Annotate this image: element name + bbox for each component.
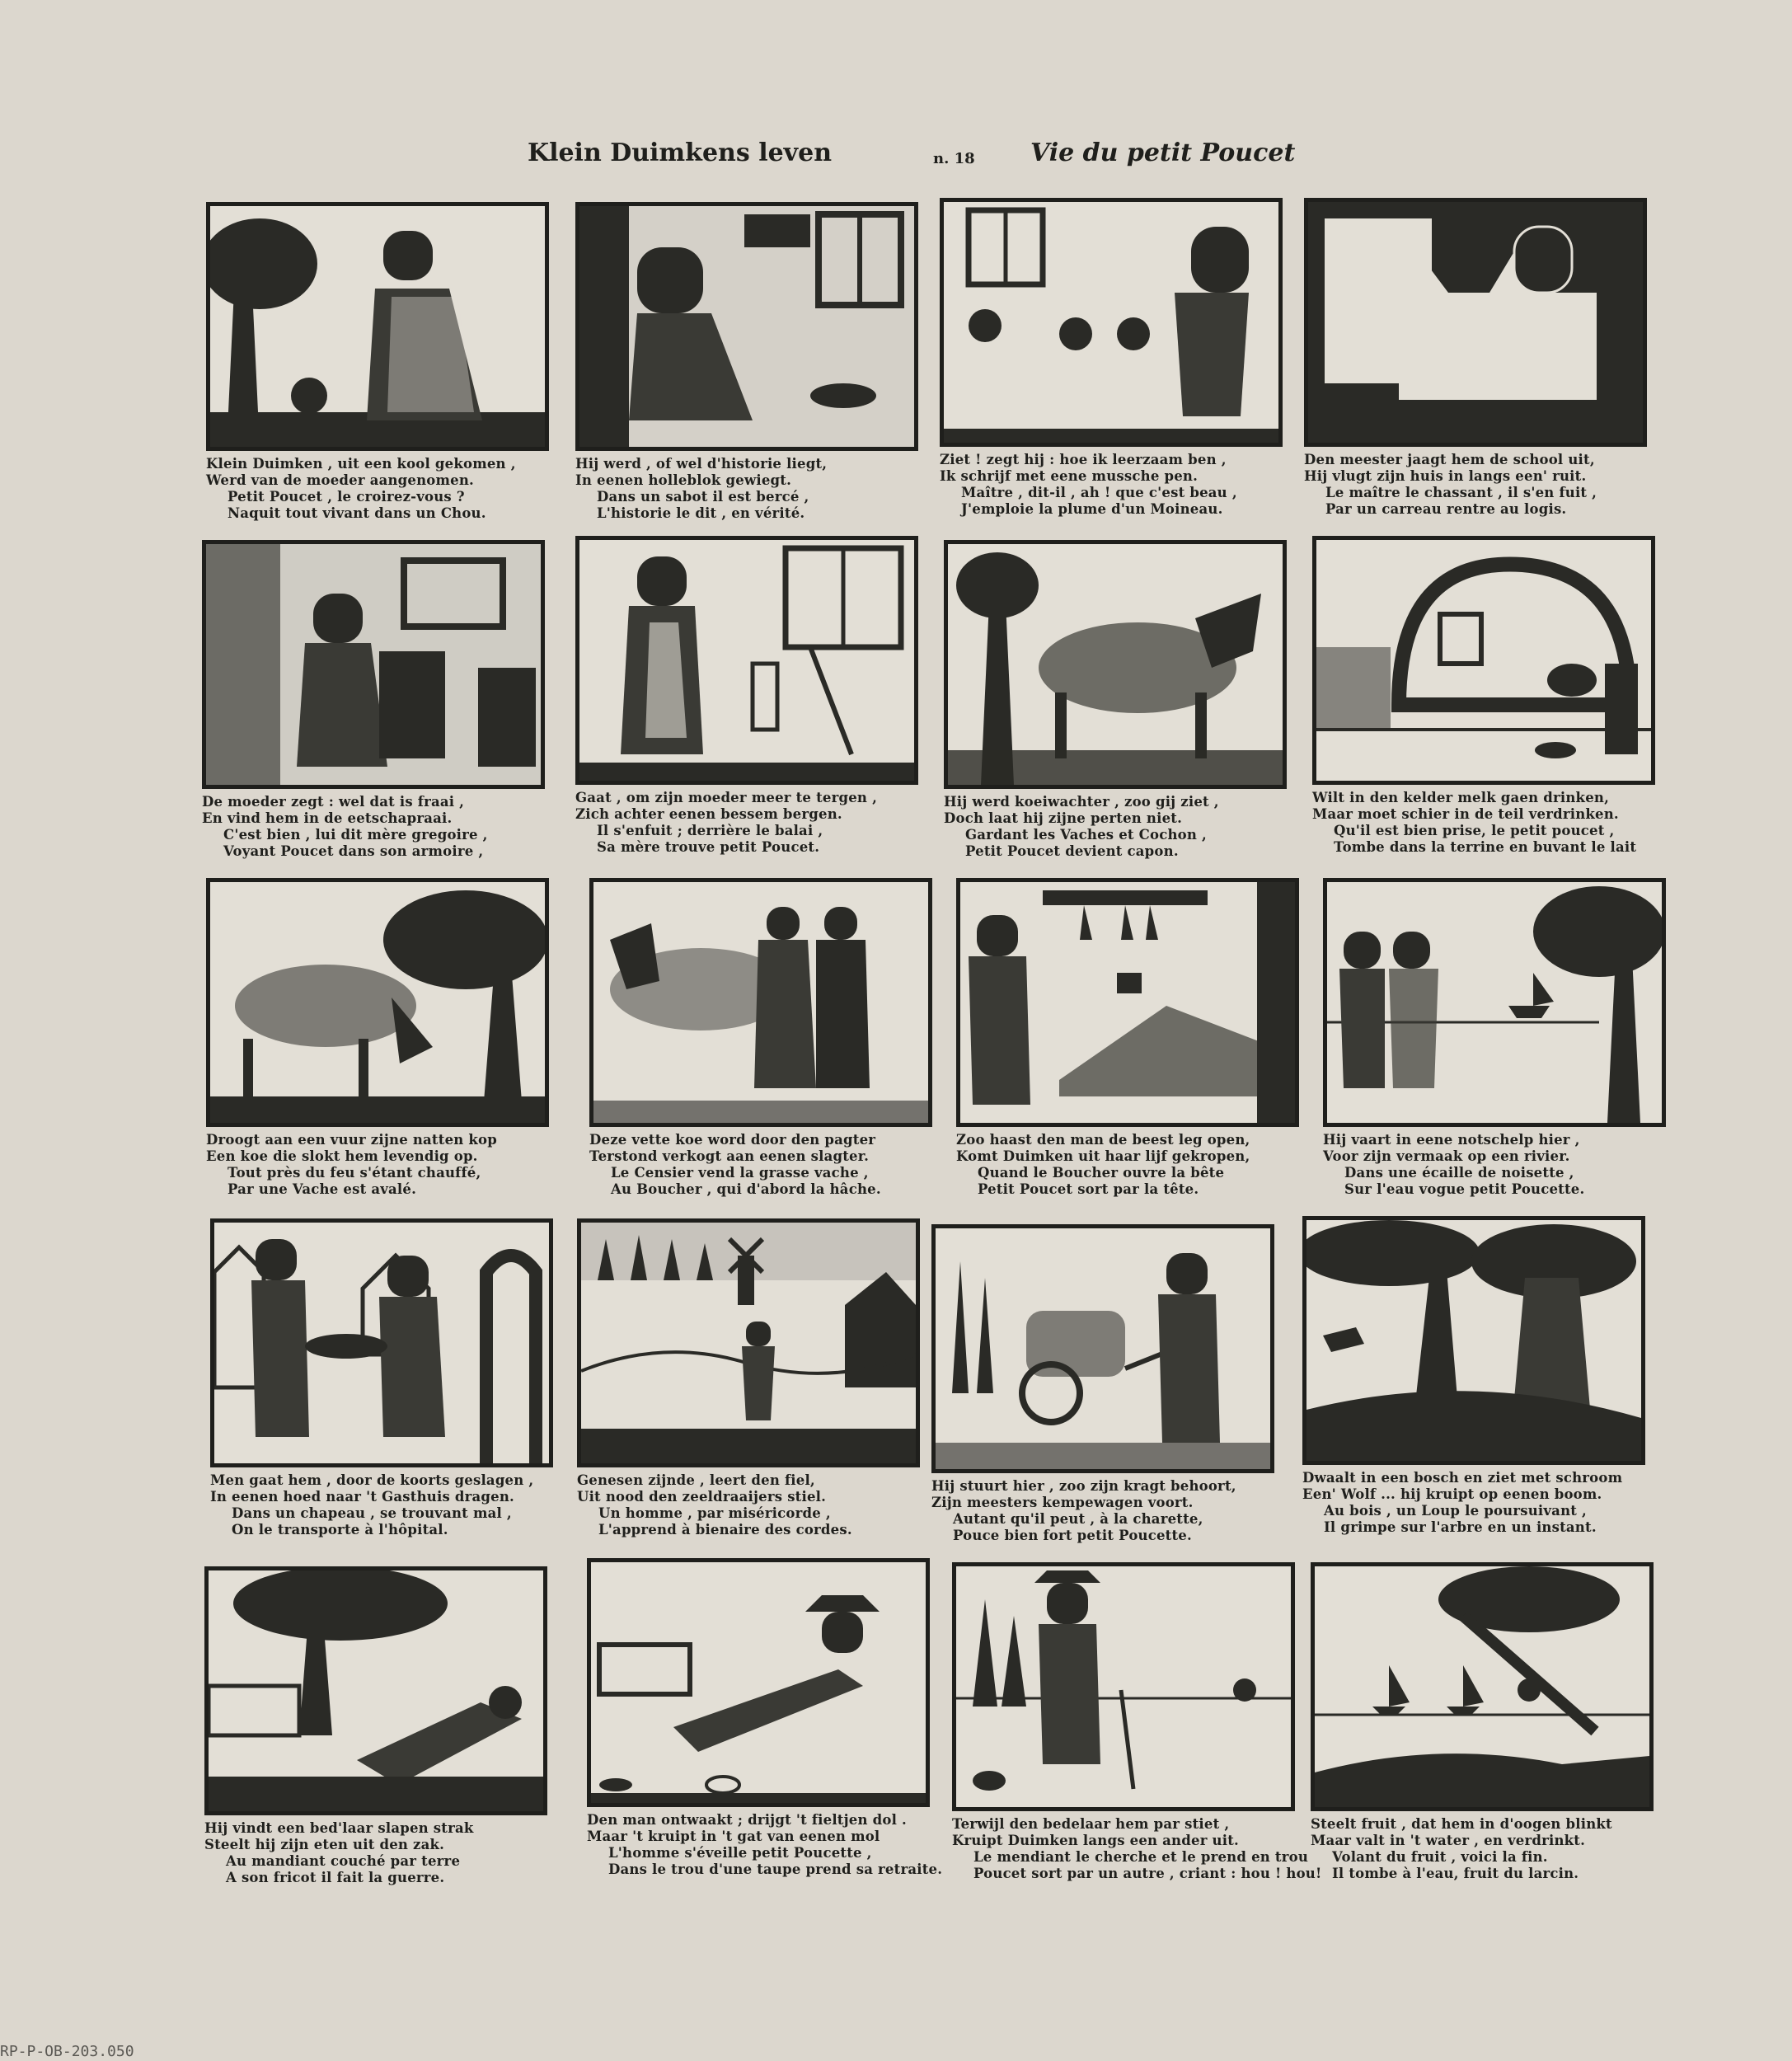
caption-line: Autant qu'il peut , à la charette, bbox=[953, 1511, 1203, 1527]
caption-line: Genesen zijnde , leert den fiel, bbox=[577, 1472, 815, 1488]
caption-line: Maar moet schier in de teil verdrinken. bbox=[1312, 806, 1619, 822]
caption-line: Un homme , par miséricorde , bbox=[598, 1505, 831, 1521]
panel-13 bbox=[210, 1218, 553, 1538]
caption-line: Deze vette koe word door den pagter bbox=[589, 1132, 876, 1148]
caption-line: Zoo haast den man de beest leg open, bbox=[956, 1132, 1250, 1148]
panel-18 bbox=[587, 1558, 943, 1878]
caption-line: Dwaalt in een bosch en ziet met schroom bbox=[1302, 1470, 1623, 1486]
caption-line: Hij werd , of wel d'historie liegt, bbox=[575, 456, 828, 472]
caption-line: Naquit tout vivant dans un Chou. bbox=[228, 505, 486, 521]
woodcut-illustration bbox=[956, 878, 1299, 1127]
caption-line: Au bois , un Loup le poursuivant , bbox=[1324, 1503, 1587, 1519]
caption-line: Le maître le chassant , il s'en fuit , bbox=[1325, 485, 1597, 500]
caption-line: Voyant Poucet dans son armoire , bbox=[223, 843, 484, 859]
caption-line: Tombe dans la terrine en buvant le lait bbox=[1334, 839, 1637, 855]
panel-20 bbox=[1311, 1562, 1654, 1882]
caption-line: Men gaat hem , door de koorts geslagen , bbox=[210, 1472, 534, 1488]
caption-line: Qu'il est bien prise, le petit poucet , bbox=[1334, 823, 1615, 838]
woodcut-illustration bbox=[206, 202, 549, 451]
woodcut-illustration bbox=[575, 536, 918, 785]
caption-line: Volant du fruit , voici la fin. bbox=[1332, 1849, 1548, 1865]
caption-line: Terstond verkogt aan eenen slagter. bbox=[589, 1148, 870, 1164]
caption-line: Klein Duimken , uit een kool gekomen , bbox=[206, 456, 516, 472]
caption-line: Gardant les Vaches et Cochon , bbox=[965, 827, 1207, 843]
caption-line: Dans une écaille de noisette , bbox=[1344, 1165, 1574, 1181]
caption-line: Gaat , om zijn moeder meer te tergen , bbox=[575, 790, 878, 805]
woodcut-illustration bbox=[1323, 878, 1666, 1127]
caption-line: Zijn meesters kempewagen voort. bbox=[931, 1495, 1194, 1510]
caption-line: Uit nood den zeeldraaijers stiel. bbox=[577, 1489, 827, 1505]
woodcut-illustration bbox=[575, 202, 918, 451]
caption-line: Dans un chapeau , se trouvant mal , bbox=[232, 1505, 512, 1521]
caption-line: Droogt aan een vuur zijne natten kop bbox=[206, 1132, 497, 1148]
panel-11 bbox=[956, 878, 1299, 1198]
woodcut-illustration bbox=[940, 198, 1283, 447]
caption-line: L'historie le dit , en vérité. bbox=[597, 505, 805, 521]
caption-line: Ik schrijf met eene mussche pen. bbox=[940, 468, 1199, 484]
caption-line: Hij stuurt hier , zoo zijn kragt behoort, bbox=[931, 1478, 1236, 1494]
caption-line: Il s'enfuit ; derrière le balai , bbox=[597, 823, 823, 838]
caption-line: Den man ontwaakt ; drijgt 't fieltjen dol . bbox=[587, 1812, 907, 1828]
woodcut-illustration bbox=[1302, 1216, 1645, 1465]
panel-14 bbox=[577, 1218, 920, 1538]
caption-line: Ziet ! zegt hij : hoe ik leerzaam ben , bbox=[940, 452, 1227, 467]
panel-7 bbox=[944, 540, 1287, 860]
panel-15 bbox=[931, 1224, 1274, 1544]
sheet-number: n. 18 bbox=[933, 150, 975, 167]
caption-line: Dans le trou d'une taupe prend sa retraite. bbox=[608, 1861, 943, 1877]
caption-line: En vind hem in de eetschapraai. bbox=[202, 810, 453, 826]
caption-line: Il tombe à l'eau, fruit du larcin. bbox=[1332, 1866, 1579, 1881]
caption-line: Maître , dit-il , ah ! que c'est beau , bbox=[961, 485, 1237, 500]
caption-line: Le Censier vend la grasse vache , bbox=[611, 1165, 869, 1181]
caption-line: Petit Poucet , le croirez-vous ? bbox=[228, 489, 465, 505]
woodcut-illustration bbox=[952, 1562, 1295, 1811]
caption-line: Au mandiant couché par terre bbox=[226, 1853, 461, 1869]
caption-line: Poucet sort par un autre , criant : hou ! hou! bbox=[973, 1866, 1322, 1881]
caption-line: Steelt hij zijn eten uit den zak. bbox=[204, 1837, 445, 1852]
caption-line: Den meester jaagt hem de school uit, bbox=[1304, 452, 1595, 467]
woodcut-illustration bbox=[1312, 536, 1655, 785]
caption-line: In eenen holleblok gewiegt. bbox=[575, 472, 792, 488]
panel-5 bbox=[202, 540, 545, 860]
caption-line: Een koe die slokt hem levendig op. bbox=[206, 1148, 478, 1164]
caption-line: Hij werd koeiwachter , zoo gij ziet , bbox=[944, 794, 1219, 810]
caption-line: L'homme s'éveille petit Poucette , bbox=[608, 1845, 872, 1861]
panel-10 bbox=[589, 878, 932, 1198]
caption-line: Au Boucher , qui d'abord la hâche. bbox=[611, 1181, 881, 1197]
panel-19 bbox=[952, 1562, 1322, 1882]
woodcut-illustration bbox=[202, 540, 545, 789]
caption-line: Zich achter eenen bessem bergen. bbox=[575, 806, 842, 822]
caption-line: Par un carreau rentre au logis. bbox=[1325, 501, 1567, 517]
panel-17 bbox=[204, 1566, 547, 1886]
caption-line: Sur l'eau vogue petit Poucette. bbox=[1344, 1181, 1585, 1197]
title-dutch: Klein Duimkens leven bbox=[528, 138, 833, 167]
woodcut-illustration bbox=[931, 1224, 1274, 1473]
caption-line: Doch laat hij zijne perten niet. bbox=[944, 810, 1183, 826]
caption-line: Pouce bien fort petit Poucette. bbox=[953, 1528, 1192, 1543]
panel-2 bbox=[575, 202, 918, 522]
panel-12 bbox=[1323, 878, 1666, 1198]
caption-line: Le mendiant le cherche et le prend en trou bbox=[973, 1849, 1309, 1865]
caption-line: Maar 't kruipt in 't gat van eenen mol bbox=[587, 1829, 880, 1844]
caption-line: Komt Duimken uit haar lijf gekropen, bbox=[956, 1148, 1250, 1164]
caption-line: Wilt in den kelder melk gaen drinken, bbox=[1312, 790, 1610, 805]
woodcut-illustration bbox=[944, 540, 1287, 789]
caption-line: De moeder zegt : wel dat is fraai , bbox=[202, 794, 465, 810]
caption-line: Kruipt Duimken langs een ander uit. bbox=[952, 1833, 1239, 1848]
caption-line: Dans un sabot il est bercé , bbox=[597, 489, 809, 505]
title-french: Vie du petit Poucet bbox=[1030, 138, 1296, 167]
caption-line: Petit Poucet sort par la tête. bbox=[978, 1181, 1199, 1197]
woodcut-illustration bbox=[577, 1218, 920, 1467]
woodcut-illustration bbox=[210, 1218, 553, 1467]
woodcut-illustration bbox=[204, 1566, 547, 1815]
caption-line: Tout près du feu s'étant chauffé, bbox=[228, 1165, 481, 1181]
caption-line: Steelt fruit , dat hem in d'oogen blinkt bbox=[1311, 1816, 1612, 1832]
panel-16 bbox=[1302, 1216, 1645, 1536]
woodcut-illustration bbox=[587, 1558, 930, 1807]
header bbox=[0, 132, 1792, 181]
panel-8 bbox=[1312, 536, 1655, 856]
panel-3 bbox=[940, 198, 1283, 518]
caption-line: Quand le Boucher ouvre la bête bbox=[978, 1165, 1225, 1181]
woodcut-illustration bbox=[589, 878, 932, 1127]
caption-line: Voor zijn vermaak op een rivier. bbox=[1323, 1148, 1570, 1164]
archive-identifier: RP-P-OB-203.050 bbox=[0, 2043, 134, 2060]
caption-line: Sa mère trouve petit Poucet. bbox=[597, 839, 820, 855]
caption-line: Par une Vache est avalé. bbox=[228, 1181, 417, 1197]
woodcut-illustration bbox=[206, 878, 549, 1127]
caption-line: Terwijl den bedelaar hem par stiet , bbox=[952, 1816, 1230, 1832]
caption-line: Hij vlugt zijn huis in langs een' ruit. bbox=[1304, 468, 1587, 484]
panel-9 bbox=[206, 878, 549, 1198]
panel-4 bbox=[1304, 198, 1647, 518]
caption-line: A son fricot il fait la guerre. bbox=[226, 1870, 445, 1885]
caption-line: Il grimpe sur l'arbre en un instant. bbox=[1324, 1519, 1597, 1535]
caption-line: L'apprend à bienaire des cordes. bbox=[598, 1522, 852, 1538]
caption-line: On le transporte à l'hôpital. bbox=[232, 1522, 448, 1538]
woodcut-illustration bbox=[1311, 1562, 1654, 1811]
panel-6 bbox=[575, 536, 918, 856]
caption-line: Hij vaart in eene notschelp hier , bbox=[1323, 1132, 1580, 1148]
woodcut-illustration bbox=[1304, 198, 1647, 447]
caption-line: In eenen hoed naar 't Gasthuis dragen. bbox=[210, 1489, 514, 1505]
caption-line: Hij vindt een bed'laar slapen strak bbox=[204, 1820, 474, 1836]
caption-line: J'emploie la plume d'un Moineau. bbox=[961, 501, 1223, 517]
caption-line: Werd van de moeder aangenomen. bbox=[206, 472, 475, 488]
caption-line: C'est bien , lui dit mère gregoire , bbox=[223, 827, 488, 843]
caption-line: Een' Wolf ... hij kruipt op eenen boom. bbox=[1302, 1486, 1602, 1502]
panel-1 bbox=[206, 202, 549, 522]
caption-line: Maar valt in 't water , en verdrinkt. bbox=[1311, 1833, 1586, 1848]
caption-line: Petit Poucet devient capon. bbox=[965, 843, 1179, 859]
